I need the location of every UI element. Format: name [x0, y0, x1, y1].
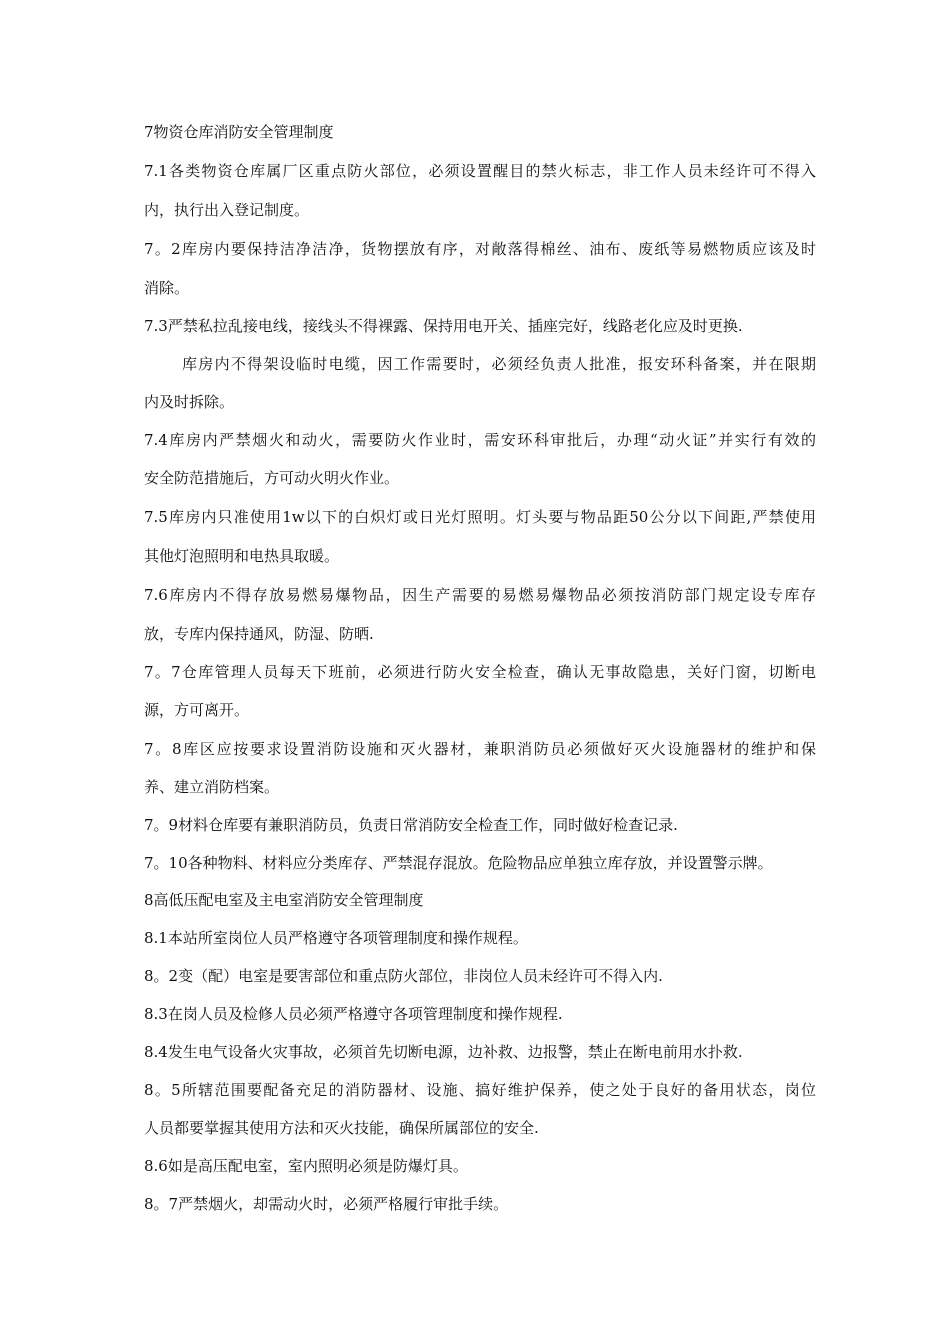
- paragraph-line: 库房内不得架设临时电缆，因工作需要时，必须经负责人批准，报安环科备案，并在限期: [182, 355, 816, 373]
- paragraph-line: 放，专库内保持通风，防湿、防晒.: [144, 625, 374, 643]
- paragraph-line: 7.6库房内不得存放易燃易爆物品，因生产需要的易燃易爆物品必须按消防部门规定设专库存: [144, 586, 816, 604]
- paragraph-line: 7。10各种物料、材料应分类库存、严禁混存混放。危险物品应单独立库存放，并设置警示牌。: [144, 854, 773, 872]
- paragraph-line: 8.6如是高压配电室，室内照明必须是防爆灯具。: [144, 1157, 468, 1175]
- paragraph-line: 内及时拆除。: [144, 393, 235, 411]
- paragraph-line: 养、建立消防档案。: [144, 778, 280, 796]
- paragraph-line: 7.1各类物资仓库属厂区重点防火部位，必须设置醒目的禁火标志，非工作人员未经许可不得入: [144, 162, 816, 180]
- section-heading: 8高低压配电室及主电室消防安全管理制度: [144, 891, 424, 909]
- paragraph-line: 安全防范措施后，方可动火明火作业。: [144, 469, 400, 487]
- paragraph-line: 7。9材料仓库要有兼职消防员，负责日常消防安全检查工作，同时做好检查记录.: [144, 816, 678, 834]
- paragraph-line: 7.5库房内只准使用1w以下的白炽灯或日光灯照明。灯头要与物品距50公分以下间距,严禁使用: [144, 508, 816, 526]
- paragraph-line: 8。7严禁烟火，却需动火时，必须严格履行审批手续。: [144, 1195, 509, 1213]
- paragraph-line: 7.3严禁私拉乱接电线，接线头不得裸露、保持用电开关、插座完好，线路老化应及时更换.: [144, 317, 743, 335]
- paragraph-line: 7。7仓库管理人员每天下班前，必须进行防火安全检查，确认无事故隐患，关好门窗，切断电: [144, 663, 816, 681]
- paragraph-line: 内，执行出入登记制度。: [144, 201, 310, 219]
- section-heading: 7物资仓库消防安全管理制度: [144, 123, 334, 141]
- paragraph-line: 人员都要掌握其使用方法和灭火技能，确保所属部位的安全.: [144, 1119, 539, 1137]
- paragraph-line: 7.4库房内严禁烟火和动火，需要防火作业时，需安环科审批后，办理“动火证”并实行有效的: [144, 431, 816, 449]
- paragraph-line: 源，方可离开。: [144, 701, 250, 719]
- paragraph-line: 8.1本站所室岗位人员严格遵守各项管理制度和操作规程。: [144, 929, 528, 947]
- paragraph-line: 8。5所辖范围要配备充足的消防器材、设施、搞好维护保养，使之处于良好的备用状态，岗位: [144, 1081, 816, 1099]
- paragraph-line: 7。8库区应按要求设置消防设施和灭火器材，兼职消防员必须做好灭火设施器材的维护和保: [144, 740, 816, 758]
- paragraph-line: 8。2变（配）电室是要害部位和重点防火部位，非岗位人员未经许可不得入内.: [144, 967, 663, 985]
- paragraph-line: 8.3在岗人员及检修人员必须严格遵守各项管理制度和操作规程.: [144, 1005, 563, 1023]
- paragraph-line: 消除。: [144, 279, 190, 297]
- paragraph-line: 7。2库房内要保持洁净洁净，货物摆放有序，对敞落得棉丝、油布、废纸等易燃物质应该及时: [144, 240, 816, 258]
- paragraph-line: 其他灯泡照明和电热具取暖。: [144, 547, 340, 565]
- paragraph-line: 8.4发生电气设备火灾事故，必须首先切断电源，边补救、边报警，禁止在断电前用水扑救.: [144, 1043, 743, 1061]
